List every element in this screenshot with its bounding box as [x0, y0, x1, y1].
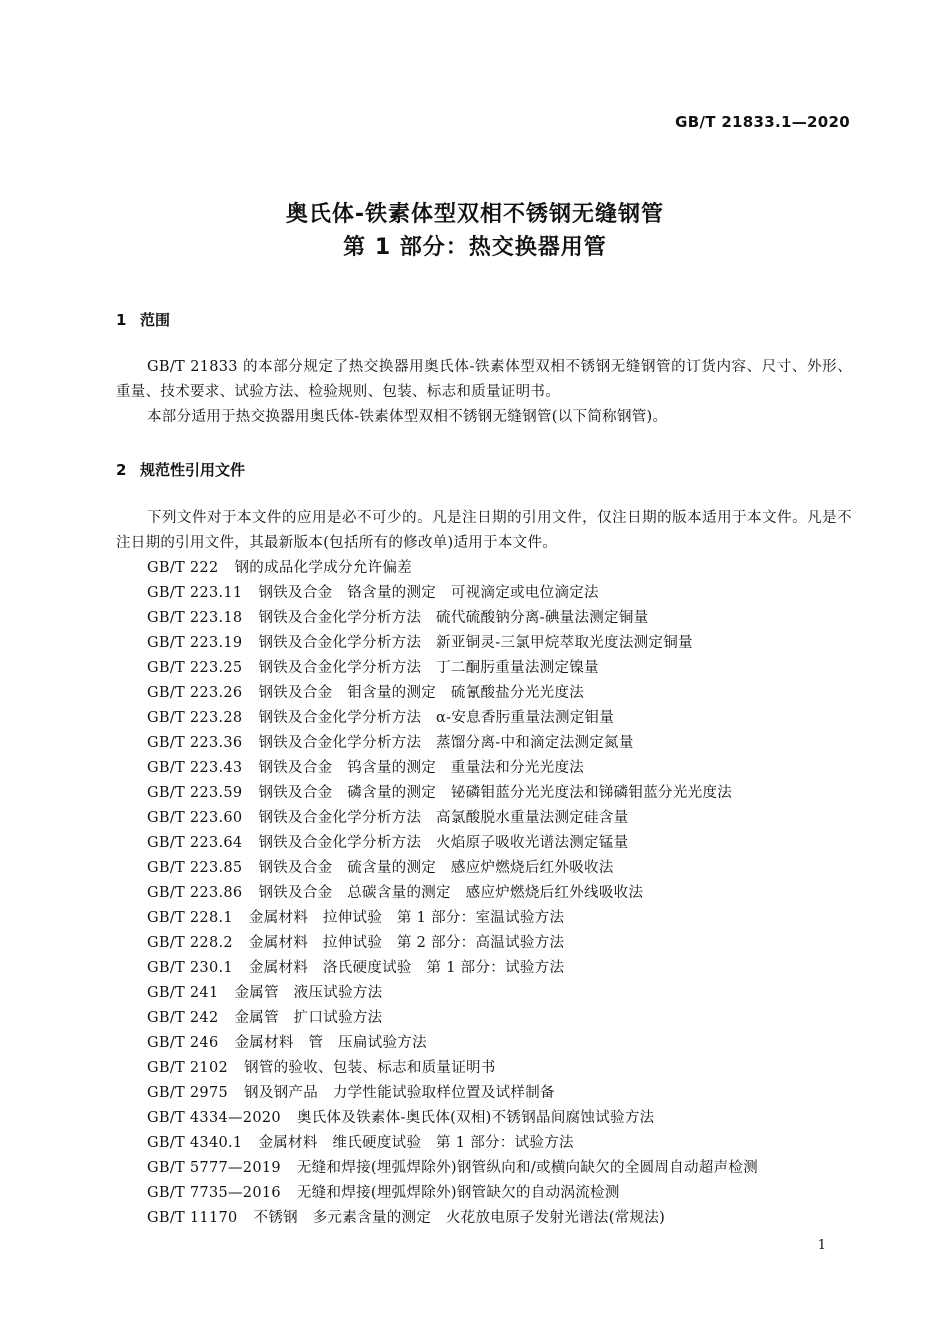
reference-list	[147, 556, 758, 1231]
reference-item	[147, 1006, 758, 1031]
reference-title: 钢铁及合金化学分析方法 硫代硫酸钠分离-碘量法测定铜量	[258, 610, 649, 626]
reference-item	[147, 556, 758, 581]
reference-title: 钢铁及合金 硫含量的测定 感应炉燃烧后红外吸收法	[258, 860, 614, 876]
reference-code: GB/T 242	[147, 1010, 219, 1026]
reference-item	[147, 1156, 758, 1181]
reference-title: 钢铁及合金 总碳含量的测定 感应炉燃烧后红外线吸收法	[258, 885, 644, 901]
reference-code: GB/T 223.11	[147, 585, 243, 601]
section-1-title: 范围	[140, 311, 171, 329]
reference-code: GB/T 223.26	[147, 685, 243, 701]
reference-code: GB/T 4334—2020	[147, 1110, 281, 1126]
section-1-number: 1	[116, 311, 127, 329]
reference-item	[147, 1106, 758, 1131]
document-title-line1: 奥氏体-铁素体型双相不锈钢无缝钢管	[285, 202, 665, 227]
reference-code: GB/T 223.28	[147, 710, 243, 726]
reference-title: 钢铁及合金化学分析方法 丁二酮肟重量法测定镍量	[258, 660, 599, 676]
reference-title: 金属管 液压试验方法	[234, 985, 383, 1001]
reference-item	[147, 606, 758, 631]
reference-item	[147, 806, 758, 831]
reference-code: GB/T 223.19	[147, 635, 243, 651]
scope-paragraph-2: 本部分适用于热交换器用奥氏体-铁素体型双相不锈钢无缝钢管(以下简称钢管)。	[147, 409, 668, 425]
section-2-title: 规范性引用文件	[140, 461, 246, 479]
reference-item	[147, 1056, 758, 1081]
reference-code: GB/T 246	[147, 1035, 219, 1051]
reference-item	[147, 831, 758, 856]
reference-item	[147, 881, 758, 906]
reference-code: GB/T 223.59	[147, 785, 243, 801]
reference-code: GB/T 2975	[147, 1085, 229, 1101]
reference-item	[147, 631, 758, 656]
standard-number: GB/T 21833.1—2020	[675, 113, 850, 131]
reference-title: 钢铁及合金化学分析方法 高氯酸脱水重量法测定硅含量	[258, 810, 629, 826]
reference-code: GB/T 228.2	[147, 935, 233, 951]
section-1-heading	[116, 309, 170, 330]
reference-item	[147, 856, 758, 881]
reference-title: 金属材料 管 压扁试验方法	[234, 1035, 427, 1051]
section-2-number: 2	[116, 461, 127, 479]
reference-code: GB/T 4340.1	[147, 1135, 243, 1151]
references-intro: 下列文件对于本文件的应用是必不可少的。凡是注日期的引用文件，仅注日期的版本适用于本文件。凡是不注日期的引用文件，其最新版本(包括所有的修改单)适用于本文件。	[116, 510, 852, 551]
section-2-heading	[116, 459, 245, 480]
reference-title: 钢铁及合金 磷含量的测定 铋磷钼蓝分光光度法和锑磷钼蓝分光光度法	[258, 785, 733, 801]
reference-code: GB/T 223.43	[147, 760, 243, 776]
reference-title: 无缝和焊接(埋弧焊除外)钢管缺欠的自动涡流检测	[296, 1185, 620, 1201]
reference-title: 钢的成品化学成分允许偏差	[234, 560, 413, 576]
reference-code: GB/T 223.25	[147, 660, 243, 676]
reference-code: GB/T 241	[147, 985, 219, 1001]
reference-item	[147, 981, 758, 1006]
reference-item	[147, 656, 758, 681]
reference-title: 钢及钢产品 力学性能试验取样位置及试样制备	[244, 1085, 555, 1101]
reference-title: 钢铁及合金 钨含量的测定 重量法和分光光度法	[258, 760, 585, 776]
reference-code: GB/T 223.86	[147, 885, 243, 901]
reference-code: GB/T 5777—2019	[147, 1160, 281, 1176]
reference-title: 钢铁及合金化学分析方法 火焰原子吸收光谱法测定锰量	[258, 835, 629, 851]
reference-code: GB/T 228.1	[147, 910, 233, 926]
reference-code: GB/T 7735—2016	[147, 1185, 281, 1201]
reference-title: 奥氏体及铁素体-奥氏体(双相)不锈钢晶间腐蚀试验方法	[296, 1110, 655, 1126]
reference-code: GB/T 11170	[147, 1210, 238, 1226]
reference-title: 金属材料 拉伸试验 第 2 部分：高温试验方法	[248, 935, 565, 951]
reference-item	[147, 1206, 758, 1231]
reference-code: GB/T 222	[147, 560, 219, 576]
reference-item	[147, 581, 758, 606]
reference-title: 钢铁及合金 钼含量的测定 硫氰酸盐分光光度法	[258, 685, 585, 701]
reference-code: GB/T 223.64	[147, 835, 243, 851]
reference-item	[147, 781, 758, 806]
document-title-line2: 第 1 部分：热交换器用管	[343, 235, 607, 260]
reference-code: GB/T 230.1	[147, 960, 233, 976]
reference-item	[147, 1031, 758, 1056]
reference-title: 金属材料 洛氏硬度试验 第 1 部分：试验方法	[248, 960, 565, 976]
reference-title: 钢铁及合金化学分析方法 α-安息香肟重量法测定钼量	[258, 710, 615, 726]
reference-title: 无缝和焊接(埋弧焊除外)钢管纵向和/或横向缺欠的全圆周自动超声检测	[296, 1160, 759, 1176]
page-number: 1	[817, 1238, 826, 1253]
reference-item	[147, 906, 758, 931]
reference-code: GB/T 223.60	[147, 810, 243, 826]
reference-item	[147, 731, 758, 756]
reference-item	[147, 1131, 758, 1156]
reference-title: 钢铁及合金 铬含量的测定 可视滴定或电位滴定法	[258, 585, 599, 601]
reference-item	[147, 931, 758, 956]
reference-item	[147, 1181, 758, 1206]
reference-title: 金属材料 拉伸试验 第 1 部分：室温试验方法	[248, 910, 565, 926]
reference-title: 金属材料 维氏硬度试验 第 1 部分：试验方法	[258, 1135, 574, 1151]
reference-title: 金属管 扩口试验方法	[234, 1010, 383, 1026]
reference-title: 钢铁及合金化学分析方法 蒸馏分离-中和滴定法测定氮量	[258, 735, 634, 751]
reference-item	[147, 706, 758, 731]
reference-title: 钢管的验收、包装、标志和质量证明书	[244, 1060, 496, 1076]
reference-code: GB/T 223.36	[147, 735, 243, 751]
reference-title: 钢铁及合金化学分析方法 新亚铜灵-三氯甲烷萃取光度法测定铜量	[258, 635, 693, 651]
reference-item	[147, 1081, 758, 1106]
reference-item	[147, 681, 758, 706]
scope-paragraph-1: GB/T 21833 的本部分规定了热交换器用奥氏体-铁素体型双相不锈钢无缝钢管的订货内容、尺寸、外形、重量、技术要求、试验方法、检验规则、包装、标志和质量证明书。	[116, 359, 852, 400]
reference-title: 不锈钢 多元素含量的测定 火花放电原子发射光谱法(常规法)	[253, 1210, 666, 1226]
reference-item	[147, 756, 758, 781]
reference-code: GB/T 223.18	[147, 610, 243, 626]
reference-item	[147, 956, 758, 981]
reference-code: GB/T 2102	[147, 1060, 229, 1076]
reference-code: GB/T 223.85	[147, 860, 243, 876]
